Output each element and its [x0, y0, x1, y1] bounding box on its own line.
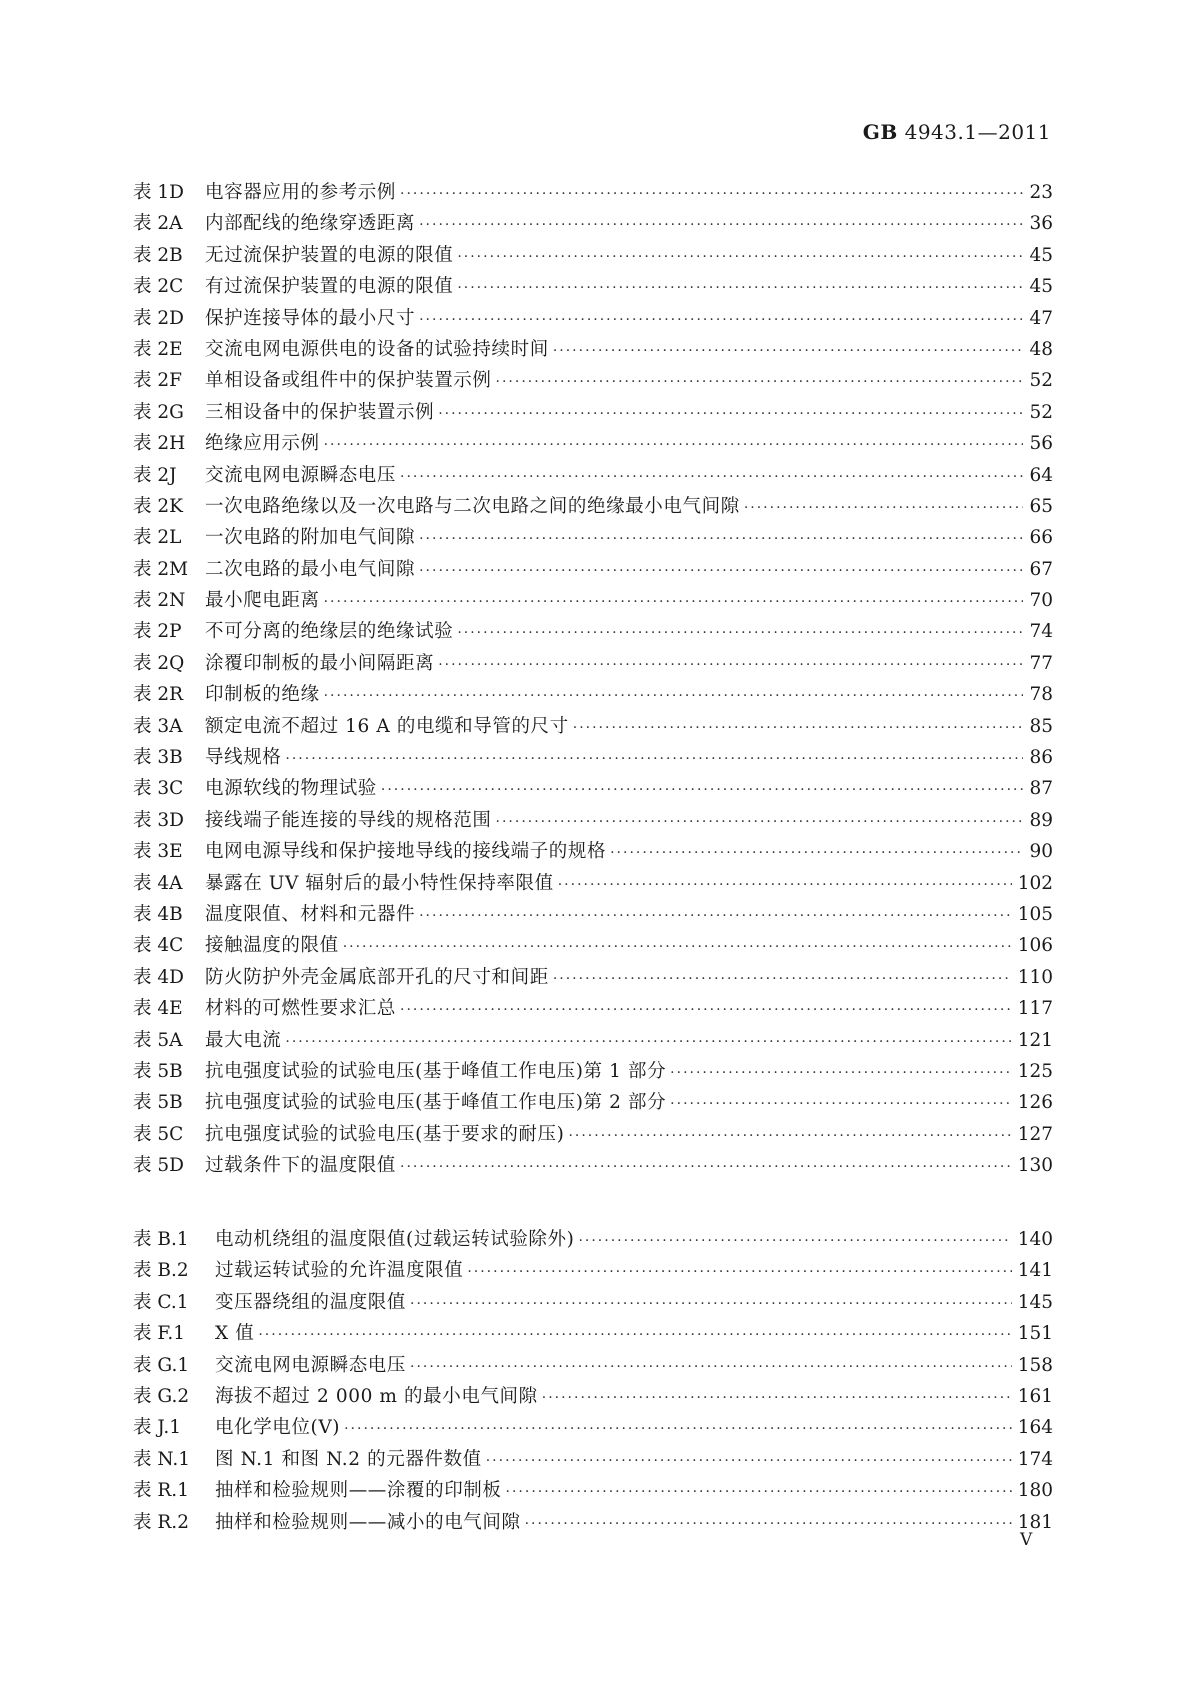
toc-entry-page: 121	[1017, 1029, 1053, 1051]
toc-entry-page: 66	[1029, 527, 1053, 549]
toc-leader-dots	[553, 971, 1012, 987]
toc-leader-dots	[400, 1159, 1012, 1175]
toc-entry-page: 64	[1029, 464, 1053, 486]
toc-entry-page: 85	[1029, 715, 1053, 737]
toc-entry-title: 最小爬电距离	[205, 590, 320, 612]
toc-leader-dots	[573, 720, 1023, 736]
toc-entry-page: 74	[1029, 621, 1053, 643]
toc-entry-number: 表 3C	[133, 778, 184, 800]
toc-entry-number: 表 B.1	[133, 1229, 189, 1250]
toc-entry-number: 表 2J	[133, 464, 177, 486]
toc-entry-number: 表 3D	[133, 809, 184, 831]
toc-entry-number: 表 5D	[133, 1155, 184, 1177]
toc-leader-dots	[324, 688, 1023, 704]
toc-entry[interactable]	[133, 241, 1053, 272]
toc-entry-title: 交流电网电源瞬态电压	[205, 464, 397, 486]
toc-entry[interactable]	[133, 1088, 1053, 1119]
toc-entry-page: 52	[1029, 401, 1053, 423]
toc-entry-title: X 值	[215, 1323, 255, 1345]
toc-entry[interactable]	[133, 272, 1053, 303]
toc-entry[interactable]	[133, 1057, 1053, 1088]
toc-entry[interactable]	[133, 1319, 1053, 1350]
toc-entry-number: 表 2D	[133, 307, 184, 329]
toc-entry[interactable]	[133, 963, 1053, 994]
toc-entry[interactable]	[133, 1476, 1053, 1507]
toc-entry-number: 表 2H	[133, 433, 186, 455]
toc-entry-title: 图 N.1 和图 N.2 的元器件数值	[215, 1448, 482, 1470]
toc-entry-number: 表 2E	[133, 338, 183, 360]
standard-code-header	[863, 120, 1051, 144]
toc-leader-dots	[670, 1065, 1012, 1081]
toc-entry-title: 电网电源导线和保护接地导线的接线端子的规格	[205, 841, 607, 863]
toc-entry[interactable]	[133, 335, 1053, 366]
toc-entry[interactable]	[133, 1413, 1053, 1444]
toc-entry[interactable]	[133, 837, 1053, 868]
toc-entry[interactable]	[133, 555, 1053, 586]
toc-entry-title: 海拔不超过 2 000 m 的最小电气间隙	[215, 1385, 538, 1407]
toc-entry-page: 47	[1029, 307, 1053, 329]
toc-leader-dots	[457, 625, 1023, 641]
toc-entry-number: 表 2M	[133, 558, 189, 580]
toc-entry-title: 内部配线的绝缘穿透距离	[205, 213, 416, 235]
toc-entry-number: 表 4D	[133, 966, 184, 988]
toc-entry-title: 涂覆印制板的最小间隔距离	[205, 652, 435, 674]
toc-leader-dots	[744, 500, 1023, 516]
toc-entry[interactable]	[133, 492, 1053, 523]
toc-entry[interactable]	[133, 774, 1053, 805]
toc-entry-page: 174	[1017, 1448, 1053, 1470]
toc-entry-number: 表 2Q	[133, 652, 185, 674]
toc-entry[interactable]	[133, 806, 1053, 837]
toc-entry-number: 表 2R	[133, 684, 184, 706]
toc-entry-page: 45	[1029, 244, 1053, 266]
toc-entry[interactable]	[133, 931, 1053, 962]
toc-entry-number: 表 2L	[133, 527, 182, 549]
toc-entry[interactable]	[133, 178, 1053, 209]
toc-leader-dots	[553, 343, 1023, 359]
toc-entry-title: 三相设备中的保护装置示例	[205, 401, 435, 423]
table-list-main	[133, 178, 1053, 1183]
toc-entry-title: 温度限值、材料和元器件	[205, 903, 416, 925]
toc-leader-dots	[419, 217, 1023, 233]
toc-entry-title: 抽样和检验规则——减小的电气间隙	[215, 1511, 521, 1533]
toc-entry-page: 56	[1029, 433, 1053, 455]
toc-entry-title: 交流电网电源瞬态电压	[215, 1354, 407, 1376]
toc-entry-page: 180	[1017, 1480, 1053, 1502]
toc-entry-title: 保护连接导体的最小尺寸	[205, 307, 416, 329]
toc-entry-page: 77	[1029, 652, 1053, 674]
toc-leader-dots	[400, 1002, 1012, 1018]
toc-entry-page: 110	[1017, 966, 1053, 988]
toc-entry-title: 接线端子能连接的导线的规格范围	[205, 809, 492, 831]
toc-entry-number: 表 R.1	[133, 1480, 189, 1502]
toc-entry[interactable]	[133, 743, 1053, 774]
toc-entry[interactable]	[133, 1120, 1053, 1151]
toc-leader-dots	[610, 845, 1023, 861]
toc-entry-title: 额定电流不超过 16 A 的电缆和导管的尺寸	[205, 715, 569, 737]
toc-entry[interactable]	[133, 900, 1053, 931]
toc-entry-number: 表 2B	[133, 244, 183, 266]
toc-entry-title: 电化学电位(V)	[215, 1417, 341, 1439]
toc-entry-number: 表 2P	[133, 621, 182, 643]
toc-entry-title: 防火防护外壳金属底部开孔的尺寸和间距	[205, 966, 549, 988]
toc-entry-number: 表 5B	[133, 1060, 183, 1082]
toc-entry-number: 表 F.1	[133, 1323, 185, 1345]
toc-entry-page: 164	[1017, 1417, 1053, 1439]
toc-entry-title: 最大电流	[205, 1029, 282, 1051]
toc-leader-dots	[496, 374, 1023, 390]
toc-entry-page: 23	[1029, 182, 1053, 203]
toc-entry-title: 二次电路的最小电气间隙	[205, 558, 416, 580]
toc-entry-page: 141	[1017, 1260, 1053, 1282]
toc-entry-number: 表 5A	[133, 1029, 183, 1051]
toc-entry[interactable]	[133, 523, 1053, 554]
toc-entry-title: 抽样和检验规则——涂覆的印制板	[215, 1480, 502, 1502]
toc-entry-title: 印制板的绝缘	[205, 684, 320, 706]
toc-leader-dots	[400, 469, 1023, 485]
toc-entry-number: 表 B.2	[133, 1260, 189, 1282]
toc-leader-dots	[486, 1453, 1012, 1469]
toc-entry-title: 接触温度的限值	[205, 935, 339, 957]
toc-entry-title: 无过流保护装置的电源的限值	[205, 244, 454, 266]
toc-leader-dots	[558, 877, 1012, 893]
toc-leader-dots	[410, 1296, 1012, 1312]
toc-leader-dots	[419, 531, 1023, 547]
toc-entry-number: 表 3E	[133, 841, 183, 863]
toc-entry[interactable]	[133, 304, 1053, 335]
toc-leader-dots	[467, 1264, 1011, 1280]
toc-entry[interactable]	[133, 1382, 1053, 1413]
toc-entry-page: 45	[1029, 276, 1053, 298]
toc-leader-dots	[285, 751, 1023, 767]
toc-entry-page: 102	[1017, 872, 1053, 894]
toc-entry-number: 表 1D	[133, 182, 184, 203]
toc-leader-dots	[343, 939, 1012, 955]
toc-entry-title: 过载条件下的温度限值	[205, 1155, 397, 1177]
toc-entry[interactable]	[133, 429, 1053, 460]
toc-leader-dots	[381, 782, 1023, 798]
toc-entry[interactable]	[133, 712, 1053, 743]
toc-entry-page: 65	[1029, 495, 1053, 517]
toc-entry-title: 抗电强度试验的试验电压(基于峰值工作电压)第 2 部分	[205, 1092, 667, 1114]
toc-entry[interactable]	[133, 1508, 1053, 1539]
toc-entry-number: 表 2C	[133, 276, 184, 298]
toc-leader-dots	[344, 1421, 1012, 1437]
toc-entry[interactable]	[133, 994, 1053, 1025]
toc-entry[interactable]	[133, 869, 1053, 900]
toc-entry-number: 表 3B	[133, 747, 183, 769]
toc-entry-page: 70	[1029, 590, 1053, 612]
toc-entry-page: 140	[1017, 1229, 1053, 1250]
toc-entry-title: 材料的可燃性要求汇总	[205, 998, 397, 1020]
toc-leader-dots	[324, 594, 1023, 610]
toc-leader-dots	[324, 437, 1023, 453]
toc-leader-dots	[410, 1359, 1012, 1375]
toc-entry-title: 抗电强度试验的试验电压(基于峰值工作电压)第 1 部分	[205, 1060, 667, 1082]
toc-entry-page: 89	[1029, 809, 1053, 831]
toc-leader-dots	[258, 1327, 1011, 1343]
toc-entry[interactable]	[133, 1225, 1053, 1256]
toc-entry-number: 表 5B	[133, 1092, 183, 1114]
toc-entry-number: 表 4A	[133, 872, 183, 894]
toc-entry-number: 表 4B	[133, 903, 183, 925]
toc-entry-number: 表 2F	[133, 370, 182, 392]
toc-entry[interactable]	[133, 398, 1053, 429]
toc-leader-dots	[525, 1516, 1012, 1532]
toc-leader-dots	[285, 1034, 1011, 1050]
toc-entry-title: 电源软线的物理试验	[205, 778, 377, 800]
toc-leader-dots	[457, 249, 1023, 265]
toc-entry-page: 48	[1029, 338, 1053, 360]
toc-entry-title: 绝缘应用示例	[205, 433, 320, 455]
toc-entry-page: 86	[1029, 747, 1053, 769]
toc-entry[interactable]	[133, 1445, 1053, 1476]
toc-entry-number: 表 G.2	[133, 1385, 190, 1407]
table-list-annex	[133, 1225, 1053, 1539]
toc-entry[interactable]	[133, 649, 1053, 680]
toc-entry-page: 67	[1029, 558, 1053, 580]
toc-entry-page: 161	[1017, 1385, 1053, 1407]
toc-entry-page: 127	[1017, 1123, 1053, 1145]
toc-leader-dots	[419, 908, 1012, 924]
toc-leader-dots	[438, 657, 1023, 673]
toc-entry-number: 表 N.1	[133, 1448, 191, 1470]
toc-leader-dots	[400, 186, 1023, 202]
toc-entry-title: 交流电网电源供电的设备的试验持续时间	[205, 338, 549, 360]
toc-entry[interactable]	[133, 586, 1053, 617]
toc-entry-page: 36	[1029, 213, 1053, 235]
toc-entry[interactable]	[133, 680, 1053, 711]
toc-entry-title: 过载运转试验的允许温度限值	[215, 1260, 464, 1282]
toc-leader-dots	[670, 1096, 1012, 1112]
toc-entry-number: 表 4C	[133, 935, 184, 957]
toc-entry-number: 表 G.1	[133, 1354, 190, 1376]
toc-leader-dots	[568, 1128, 1011, 1144]
toc-leader-dots	[542, 1390, 1012, 1406]
toc-entry-title: 不可分离的绝缘层的绝缘试验	[205, 621, 454, 643]
toc-entry[interactable]	[133, 209, 1053, 240]
toc-entry-title: 电动机绕组的温度限值(过载运转试验除外)	[215, 1229, 575, 1250]
standard-code-prefix: GB	[862, 120, 898, 144]
toc-entry-title: 电容器应用的参考示例	[205, 182, 397, 203]
page-folio: V	[1020, 1530, 1033, 1550]
toc-entry-number: 表 2A	[133, 213, 183, 235]
toc-entry-title: 单相设备或组件中的保护装置示例	[205, 370, 492, 392]
toc-leader-dots	[496, 814, 1023, 830]
toc-entry-page: 130	[1017, 1155, 1053, 1177]
toc-entry-number: 表 2G	[133, 401, 184, 423]
toc-leader-dots	[506, 1484, 1012, 1500]
toc-leader-dots	[578, 1233, 1011, 1249]
toc-entry[interactable]	[133, 1351, 1053, 1382]
toc-leader-dots	[457, 280, 1023, 296]
toc-entry[interactable]	[133, 461, 1053, 492]
toc-entry-number: 表 2K	[133, 495, 183, 517]
toc-entry[interactable]	[133, 1151, 1053, 1182]
standard-code-number: 4943.1—2011	[904, 120, 1051, 144]
toc-entry-number: 表 2N	[133, 590, 186, 612]
toc-entry-number: 表 J.1	[133, 1417, 182, 1439]
toc-entry[interactable]	[133, 1026, 1053, 1057]
toc-entry-title: 暴露在 UV 辐射后的最小特性保持率限值	[205, 872, 554, 894]
toc-entry-page: 158	[1017, 1354, 1053, 1376]
toc-entry-page: 126	[1017, 1092, 1053, 1114]
toc-entry-title: 抗电强度试验的试验电压(基于要求的耐压)	[205, 1123, 565, 1145]
toc-entry-title: 导线规格	[205, 747, 282, 769]
toc-entry-page: 87	[1029, 778, 1053, 800]
toc-entry-title: 变压器绕组的温度限值	[215, 1291, 407, 1313]
toc-leader-dots	[419, 312, 1023, 328]
toc-entry-page: 106	[1017, 935, 1053, 957]
toc-entry[interactable]	[133, 366, 1053, 397]
toc-entry[interactable]	[133, 617, 1053, 648]
toc-entry-number: 表 3A	[133, 715, 183, 737]
toc-entry-page: 105	[1017, 903, 1053, 925]
toc-entry-page: 117	[1017, 998, 1053, 1020]
toc-entry-title: 有过流保护装置的电源的限值	[205, 276, 454, 298]
toc-leader-dots	[419, 563, 1023, 579]
toc-entry-number: 表 C.1	[133, 1291, 189, 1313]
toc-entry-number: 表 4E	[133, 998, 183, 1020]
toc-entry-page: 125	[1017, 1060, 1053, 1082]
toc-entry[interactable]	[133, 1288, 1053, 1319]
toc-entry-page: 78	[1029, 684, 1053, 706]
toc-entry-number: 表 5C	[133, 1123, 184, 1145]
toc-leader-dots	[438, 406, 1023, 422]
toc-entry-page: 90	[1029, 841, 1053, 863]
toc-entry-page: 151	[1017, 1323, 1053, 1345]
toc-entry-page: 52	[1029, 370, 1053, 392]
toc-entry-page: 181	[1017, 1511, 1053, 1533]
toc-entry-title: 一次电路的附加电气间隙	[205, 527, 416, 549]
toc-entry-number: 表 R.2	[133, 1511, 189, 1533]
toc-entry-title: 一次电路绝缘以及一次电路与二次电路之间的绝缘最小电气间隙	[205, 495, 740, 517]
toc-entry[interactable]	[133, 1256, 1053, 1287]
toc-entry-page: 145	[1017, 1291, 1053, 1313]
